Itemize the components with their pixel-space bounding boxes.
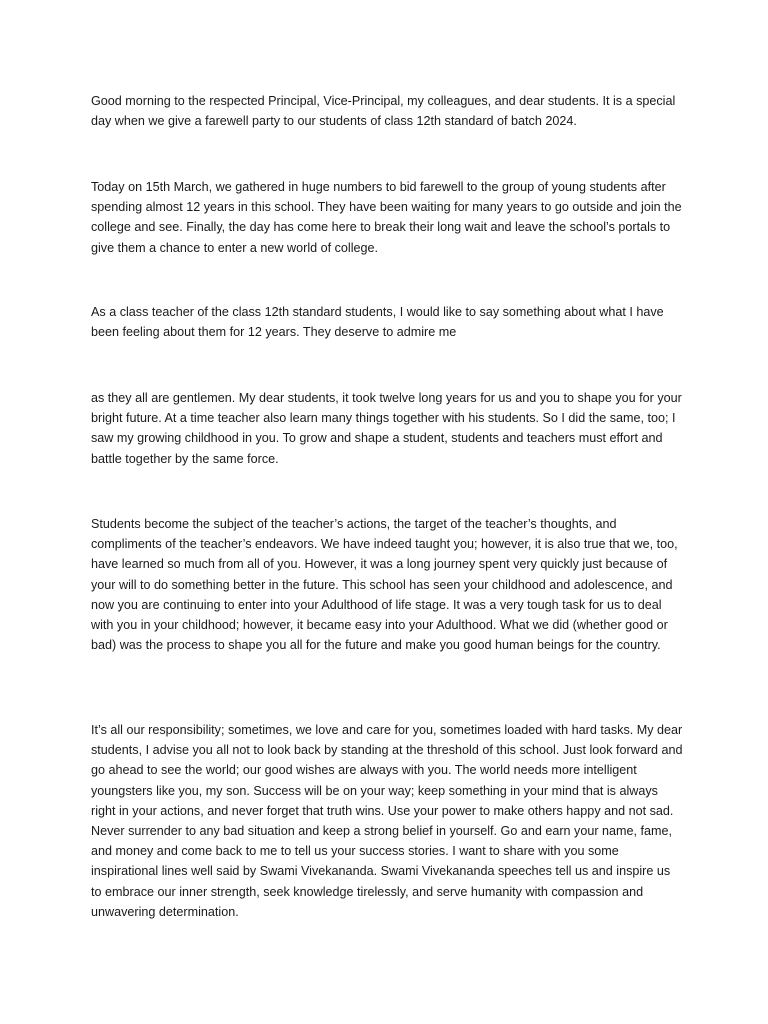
paragraph-teacher-actions: Students become the subject of the teacher’s actions, the target of the teacher’s thoughts, and compliments of the teacher’s endeavors. We have indeed taught you; however, it is also true that we, too, have learned so much from all of you. However, it was a long journey spent very quickly just because of your will to do something better in the future. This school has seen your childhood and adolescence, and now you are continuing to enter into your Adulthood of life stage. It was a very tough task for us to deal with you in your childhood; however, it became easy into your Adulthood. What we did (whether good or bad) was the process to shape you all for the future and make you good human beings for the country. — [91, 517, 678, 653]
paragraph-occasion: Today on 15th March, we gathered in huge numbers to bid farewell to the group of young students after spending almost 12 years in this school. They have been waiting for many years to go outside and join the college and see. Finally, the day has come here to break their long wait and leave the school’s portals to give them a chance to enter a new world of college. — [91, 180, 682, 255]
paragraph-responsibility: It’s all our responsibility; sometimes, we love and care for you, sometimes loaded with hard tasks. My dear students, I advise you all not to look back by standing at the threshold of this school. Just look forward and go ahead to see the world; our good wishes are always with you. The world needs more intelligent youngsters like you, my son. Success will be on your way; keep something in your mind that is always right in your actions, and never forget that truth wins. Use your power to make others happy and not sad. Never surrender to any bad situation and keep a strong belief in yourself. Go and earn your name, fame, and money and come back to me to tell us your success stories. I want to share with you some inspirational lines well said by Swami Vivekananda. Swami Vivekananda speeches tell us and inspire us to embrace our inner strength, seek knowledge tirelessly, and serve humanity with compassion and unwavering determination. — [91, 723, 683, 919]
paragraph-greeting: Good morning to the respected Principal, Vice-Principal, my colleagues, and dear students. It is a special day when we give a farewell party to our students of class 12th standard of batch 2024. — [91, 94, 676, 129]
paragraph-twelve-years: as they all are gentlemen. My dear students, it took twelve long years for us and you to shape you for your bright future. At a time teacher also learn many things together with his students. So I did the same, too; I saw my growing childhood in you. To grow and shape a student, students and teachers must effort and battle together by the same force. — [91, 391, 682, 466]
paragraph-class-teacher: As a class teacher of the class 12th standard students, I would like to say something about what I have been feeling about them for 12 years. They deserve to admire me — [91, 305, 664, 340]
